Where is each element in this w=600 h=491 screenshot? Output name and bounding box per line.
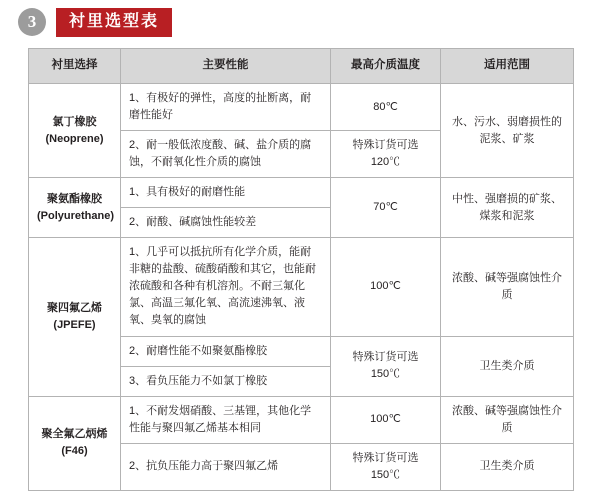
- scope-cell: 浓酸、碱等强腐蚀性介质: [441, 238, 574, 336]
- scope-cell: 浓酸、碱等强腐蚀性介质: [441, 396, 574, 443]
- table-row: [29, 238, 574, 336]
- temperature-cell: 70℃: [331, 178, 441, 238]
- performance-cell: 2、耐一般低浓度酸、碱、盐介质的腐蚀，不耐氧化性介质的腐蚀: [121, 131, 331, 178]
- temperature-cell: 100℃: [331, 238, 441, 336]
- lining-name-neoprene: 氯丁橡胶 (Neoprene): [29, 84, 121, 178]
- column-header-max-temp: 最高介质温度: [331, 49, 441, 84]
- performance-cell: 3、看负压能力不如氯丁橡胶: [121, 366, 331, 396]
- temperature-cell: 特殊订货可选150℃: [331, 336, 441, 396]
- performance-cell: 2、耐酸、碱腐蚀性能较差: [121, 208, 331, 238]
- scope-cell: 水、污水、弱磨损性的泥浆、矿浆: [441, 84, 574, 178]
- column-header-lining: 衬里选择: [29, 49, 121, 84]
- scope-cell: 中性、强磨损的矿浆、煤浆和泥浆: [441, 178, 574, 238]
- table-row: [29, 178, 574, 208]
- section-header: [18, 8, 172, 37]
- column-header-performance: 主要性能: [121, 49, 331, 84]
- temperature-cell: 100℃: [331, 396, 441, 443]
- performance-cell: 1、有极好的弹性，高度的扯断离，耐磨性能好: [121, 84, 331, 131]
- performance-cell: 1、不耐发烟硝酸、三基锂，其他化学性能与聚四氟乙烯基本相同: [121, 396, 331, 443]
- performance-cell: 1、几乎可以抵抗所有化学介质，能耐非糖的盐酸、硫酸硝酸和其它，也能耐浓硫酸和各种有机溶剂。不耐三氟化氯、高温三氟化氧、高流速沸氧、液氧、臭氧的腐蚀: [121, 238, 331, 336]
- table-header-row: [29, 49, 574, 84]
- lining-selection-table-wrapper: [28, 48, 573, 491]
- page-title: 衬里选型表: [56, 8, 172, 37]
- scope-cell: 卫生类介质: [441, 443, 574, 490]
- lining-name-ptfe: 聚四氟乙烯 (JPEFE): [29, 238, 121, 396]
- column-header-scope: 适用范围: [441, 49, 574, 84]
- performance-cell: 2、耐磨性能不如聚氨酯橡胶: [121, 336, 331, 366]
- lining-name-f46: 聚全氟乙炳烯 (F46): [29, 396, 121, 490]
- table-row: [29, 84, 574, 131]
- lining-selection-table: [28, 48, 574, 491]
- table-header: [29, 49, 574, 84]
- performance-cell: 2、抗负压能力高于聚四氟乙烯: [121, 443, 331, 490]
- table-body: [29, 84, 574, 491]
- temperature-cell: 80℃: [331, 84, 441, 131]
- temperature-cell: 特殊订货可选150℃: [331, 443, 441, 490]
- performance-cell: 1、具有极好的耐磨性能: [121, 178, 331, 208]
- lining-name-polyurethane: 聚氨酯橡胶 (Polyurethane): [29, 178, 121, 238]
- section-number-badge: 3: [18, 8, 46, 36]
- temperature-cell: 特殊订货可选120℃: [331, 131, 441, 178]
- table-row: [29, 396, 574, 443]
- scope-cell: 卫生类介质: [441, 336, 574, 396]
